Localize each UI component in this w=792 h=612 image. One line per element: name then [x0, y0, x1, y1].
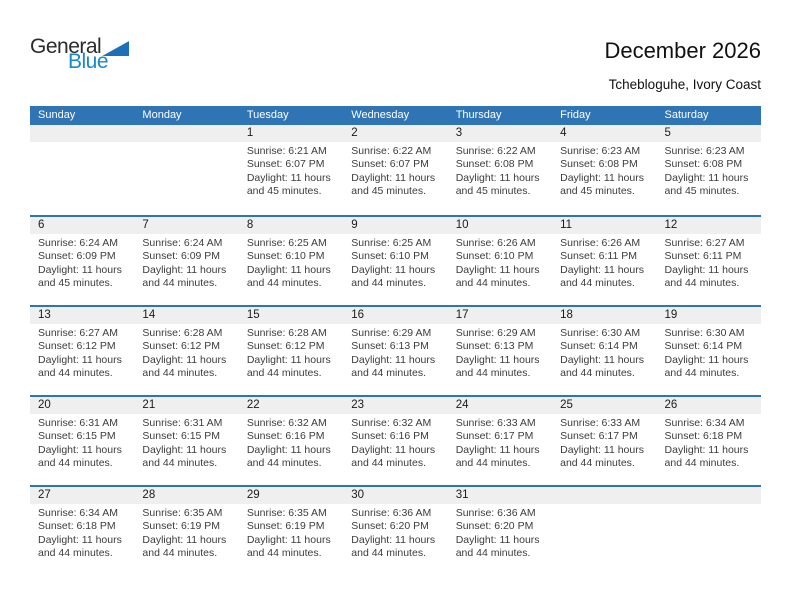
- day-cell: [448, 125, 552, 215]
- detail-line: Sunset: 6:15 PM: [38, 430, 116, 443]
- detail-line: and 44 minutes.: [455, 367, 531, 380]
- detail-line: Daylight: 11 hours: [142, 533, 227, 546]
- day-cell: [343, 487, 447, 575]
- detail-line: Daylight: 11 hours: [351, 263, 436, 276]
- day-cell: [448, 397, 552, 485]
- day-details: [343, 324, 447, 381]
- day-details: [552, 234, 656, 291]
- detail-line: and 44 minutes.: [38, 367, 113, 380]
- day-details: [239, 142, 343, 199]
- detail-line: Daylight: 11 hours: [455, 443, 540, 456]
- detail-line: Daylight: 11 hours: [142, 353, 227, 366]
- day-details: [343, 142, 447, 199]
- detail-line: Sunrise: 6:32 AM: [351, 417, 432, 429]
- detail-line: and 44 minutes.: [142, 277, 218, 290]
- day-number: 13: [30, 307, 134, 324]
- day-cell: [134, 487, 238, 575]
- detail-line: Sunset: 6:20 PM: [455, 520, 534, 533]
- day-cell: [552, 217, 656, 305]
- day-number: 2: [343, 125, 447, 142]
- day-details: [30, 414, 134, 471]
- detail-line: Sunset: 6:14 PM: [664, 340, 743, 353]
- detail-line: Daylight: 11 hours: [38, 533, 122, 546]
- day-number: 9: [343, 217, 447, 234]
- detail-line: Daylight: 11 hours: [38, 443, 122, 456]
- day-cell: [239, 217, 343, 305]
- day-number: 19: [657, 307, 761, 324]
- detail-line: Daylight: 11 hours: [560, 171, 644, 184]
- detail-line: Sunset: 6:08 PM: [560, 158, 638, 171]
- detail-line: and 44 minutes.: [142, 367, 218, 380]
- detail-line: Sunrise: 6:33 AM: [455, 417, 536, 429]
- detail-line: Sunset: 6:12 PM: [246, 340, 325, 353]
- day-cell: [552, 125, 656, 215]
- detail-line: Daylight: 11 hours: [664, 353, 749, 366]
- day-cell: [30, 217, 134, 305]
- detail-line: Sunset: 6:19 PM: [142, 520, 221, 533]
- detail-line: Daylight: 11 hours: [664, 263, 749, 276]
- detail-line: Daylight: 11 hours: [560, 443, 644, 456]
- detail-line: Sunrise: 6:36 AM: [351, 507, 432, 519]
- detail-line: Daylight: 11 hours: [560, 353, 644, 366]
- detail-line: Sunrise: 6:22 AM: [455, 145, 536, 157]
- detail-line: Sunset: 6:07 PM: [351, 158, 429, 171]
- detail-line: and 44 minutes.: [246, 547, 322, 560]
- day-number: 1: [239, 125, 343, 142]
- day-number: 26: [657, 397, 761, 414]
- detail-line: Daylight: 11 hours: [38, 353, 122, 366]
- day-number: 21: [134, 397, 238, 414]
- day-details: [657, 234, 761, 291]
- detail-line: Sunrise: 6:30 AM: [560, 327, 641, 339]
- detail-line: Daylight: 11 hours: [246, 533, 331, 546]
- detail-line: Daylight: 11 hours: [351, 533, 436, 546]
- day-number: 18: [552, 307, 656, 324]
- detail-line: and 44 minutes.: [38, 547, 113, 560]
- detail-line: and 44 minutes.: [664, 367, 740, 380]
- detail-line: and 44 minutes.: [455, 457, 531, 470]
- detail-line: Daylight: 11 hours: [351, 353, 436, 366]
- detail-line: Sunrise: 6:30 AM: [664, 327, 745, 339]
- day-cell: [343, 307, 447, 395]
- day-number: 28: [134, 487, 238, 504]
- detail-line: and 44 minutes.: [664, 457, 740, 470]
- day-number: 4: [552, 125, 656, 142]
- day-details: [448, 324, 552, 381]
- detail-line: Daylight: 11 hours: [142, 263, 227, 276]
- day-details: [30, 234, 134, 291]
- day-number: [30, 125, 134, 142]
- day-number: 14: [134, 307, 238, 324]
- day-details: [343, 504, 447, 561]
- day-cell: [30, 397, 134, 485]
- detail-line: Sunrise: 6:35 AM: [142, 507, 223, 519]
- detail-line: Sunset: 6:18 PM: [664, 430, 743, 443]
- detail-line: Sunrise: 6:34 AM: [664, 417, 745, 429]
- detail-line: Daylight: 11 hours: [455, 353, 540, 366]
- detail-line: and 44 minutes.: [560, 457, 635, 470]
- detail-line: Sunrise: 6:28 AM: [142, 327, 223, 339]
- day-cell: [448, 217, 552, 305]
- detail-line: Sunrise: 6:32 AM: [246, 417, 327, 429]
- dow-header-monday: Monday: [142, 109, 182, 121]
- detail-line: and 45 minutes.: [560, 185, 635, 198]
- day-details: [448, 142, 552, 199]
- day-cell: [343, 125, 447, 215]
- day-number: 7: [134, 217, 238, 234]
- day-number: 23: [343, 397, 447, 414]
- detail-line: and 45 minutes.: [455, 185, 531, 198]
- detail-line: Sunset: 6:17 PM: [455, 430, 534, 443]
- detail-line: Sunset: 6:15 PM: [142, 430, 221, 443]
- detail-line: Sunset: 6:10 PM: [455, 250, 534, 263]
- detail-line: and 44 minutes.: [455, 277, 531, 290]
- dow-header-saturday: Saturday: [664, 109, 709, 121]
- detail-line: Sunrise: 6:31 AM: [142, 417, 223, 429]
- day-number: 20: [30, 397, 134, 414]
- day-number: 27: [30, 487, 134, 504]
- day-cell: [134, 217, 238, 305]
- day-of-week-header: [30, 106, 761, 125]
- day-details: [239, 234, 343, 291]
- dow-header-friday: Friday: [560, 109, 591, 121]
- logo-triangle-icon: [102, 41, 129, 56]
- detail-line: Sunset: 6:09 PM: [142, 250, 221, 263]
- day-details: [239, 324, 343, 381]
- detail-line: Sunset: 6:08 PM: [664, 158, 743, 171]
- day-details: [657, 324, 761, 381]
- detail-line: Sunset: 6:08 PM: [455, 158, 534, 171]
- day-number: 24: [448, 397, 552, 414]
- detail-line: Sunrise: 6:26 AM: [560, 237, 641, 249]
- empty-day-cell: [134, 125, 238, 215]
- dow-header-thursday: Thursday: [455, 109, 502, 121]
- day-cell: [448, 307, 552, 395]
- detail-line: Daylight: 11 hours: [455, 263, 540, 276]
- dow-header-sunday: Sunday: [38, 109, 76, 121]
- day-cell: [30, 307, 134, 395]
- day-cell: [239, 397, 343, 485]
- detail-line: Sunset: 6:10 PM: [351, 250, 429, 263]
- logo-text-blue: Blue: [68, 50, 109, 73]
- day-details: [239, 414, 343, 471]
- detail-line: and 45 minutes.: [664, 185, 740, 198]
- day-number: 3: [448, 125, 552, 142]
- detail-line: and 45 minutes.: [246, 185, 322, 198]
- week-row: [30, 395, 761, 485]
- empty-day-cell: [552, 487, 656, 575]
- detail-line: Sunset: 6:18 PM: [38, 520, 116, 533]
- day-cell: [343, 217, 447, 305]
- calendar-grid: [30, 125, 761, 575]
- general-blue-logo: [30, 37, 129, 73]
- day-details: [30, 504, 134, 561]
- detail-line: Daylight: 11 hours: [455, 533, 540, 546]
- day-details: [134, 504, 238, 561]
- day-cell: [552, 307, 656, 395]
- day-details: [657, 414, 761, 471]
- day-number: 6: [30, 217, 134, 234]
- detail-line: Sunrise: 6:22 AM: [351, 145, 432, 157]
- detail-line: Sunrise: 6:27 AM: [38, 327, 118, 339]
- day-details: [552, 414, 656, 471]
- detail-line: and 45 minutes.: [351, 185, 426, 198]
- detail-line: Sunrise: 6:24 AM: [38, 237, 118, 249]
- detail-line: Sunset: 6:13 PM: [455, 340, 534, 353]
- day-number: 5: [657, 125, 761, 142]
- day-cell: [657, 307, 761, 395]
- day-number: [657, 487, 761, 504]
- day-number: 16: [343, 307, 447, 324]
- day-number: 8: [239, 217, 343, 234]
- detail-line: and 44 minutes.: [246, 367, 322, 380]
- location-subtitle: Tchebloguhe, Ivory Coast: [608, 77, 761, 92]
- detail-line: and 44 minutes.: [455, 547, 531, 560]
- detail-line: Sunset: 6:17 PM: [560, 430, 638, 443]
- day-number: [134, 125, 238, 142]
- month-title: December 2026: [604, 38, 761, 63]
- day-details: [448, 234, 552, 291]
- calendar: [30, 106, 761, 575]
- day-number: 22: [239, 397, 343, 414]
- day-cell: [448, 487, 552, 575]
- day-details: [448, 504, 552, 561]
- detail-line: Sunrise: 6:23 AM: [560, 145, 641, 157]
- day-cell: [657, 397, 761, 485]
- detail-line: Sunrise: 6:27 AM: [664, 237, 745, 249]
- day-number: 15: [239, 307, 343, 324]
- day-number: 29: [239, 487, 343, 504]
- dow-header-tuesday: Tuesday: [246, 109, 289, 121]
- detail-line: and 44 minutes.: [560, 277, 635, 290]
- detail-line: Daylight: 11 hours: [246, 443, 331, 456]
- detail-line: Daylight: 11 hours: [351, 171, 436, 184]
- title-block: [604, 38, 761, 92]
- day-details: [134, 234, 238, 291]
- day-details: [239, 504, 343, 561]
- detail-line: Daylight: 11 hours: [142, 443, 227, 456]
- detail-line: Daylight: 11 hours: [38, 263, 122, 276]
- detail-line: Sunrise: 6:25 AM: [246, 237, 327, 249]
- detail-line: Sunset: 6:20 PM: [351, 520, 429, 533]
- day-cell: [30, 487, 134, 575]
- day-details: [134, 414, 238, 471]
- week-row: [30, 125, 761, 215]
- detail-line: Sunrise: 6:24 AM: [142, 237, 223, 249]
- detail-line: Sunset: 6:11 PM: [664, 250, 742, 263]
- detail-line: Daylight: 11 hours: [246, 171, 331, 184]
- day-cell: [239, 487, 343, 575]
- detail-line: Sunset: 6:09 PM: [38, 250, 116, 263]
- detail-line: Sunrise: 6:31 AM: [38, 417, 118, 429]
- day-cell: [657, 217, 761, 305]
- day-cell: [239, 125, 343, 215]
- detail-line: Sunset: 6:10 PM: [246, 250, 325, 263]
- detail-line: Daylight: 11 hours: [246, 263, 331, 276]
- detail-line: and 44 minutes.: [560, 367, 635, 380]
- detail-line: and 44 minutes.: [351, 547, 426, 560]
- week-row: [30, 215, 761, 305]
- day-number: 12: [657, 217, 761, 234]
- logo-text-general: General: [30, 35, 102, 58]
- detail-line: Sunset: 6:16 PM: [351, 430, 429, 443]
- detail-line: Daylight: 11 hours: [560, 263, 644, 276]
- day-details: [343, 414, 447, 471]
- day-cell: [134, 307, 238, 395]
- week-row: [30, 485, 761, 575]
- day-details: [448, 414, 552, 471]
- detail-line: and 44 minutes.: [246, 277, 322, 290]
- detail-line: Sunrise: 6:26 AM: [455, 237, 536, 249]
- detail-line: Sunrise: 6:28 AM: [246, 327, 327, 339]
- detail-line: Sunrise: 6:35 AM: [246, 507, 327, 519]
- detail-line: Sunrise: 6:36 AM: [455, 507, 536, 519]
- day-details: [552, 142, 656, 199]
- detail-line: Sunrise: 6:25 AM: [351, 237, 432, 249]
- detail-line: Daylight: 11 hours: [664, 171, 749, 184]
- day-cell: [552, 397, 656, 485]
- detail-line: Sunrise: 6:29 AM: [351, 327, 432, 339]
- detail-line: and 44 minutes.: [664, 277, 740, 290]
- day-number: [552, 487, 656, 504]
- detail-line: Sunset: 6:07 PM: [246, 158, 325, 171]
- detail-line: Daylight: 11 hours: [351, 443, 436, 456]
- day-number: 10: [448, 217, 552, 234]
- day-cell: [343, 397, 447, 485]
- detail-line: Sunset: 6:16 PM: [246, 430, 325, 443]
- day-number: 31: [448, 487, 552, 504]
- detail-line: and 44 minutes.: [351, 277, 426, 290]
- day-details: [134, 324, 238, 381]
- detail-line: Sunset: 6:11 PM: [560, 250, 637, 263]
- detail-line: Sunrise: 6:33 AM: [560, 417, 641, 429]
- detail-line: Sunset: 6:12 PM: [142, 340, 221, 353]
- detail-line: and 44 minutes.: [351, 457, 426, 470]
- empty-day-cell: [657, 487, 761, 575]
- dow-header-wednesday: Wednesday: [351, 109, 410, 121]
- day-cell: [657, 125, 761, 215]
- day-number: 11: [552, 217, 656, 234]
- day-details: [657, 142, 761, 199]
- detail-line: and 44 minutes.: [142, 457, 218, 470]
- day-details: [552, 324, 656, 381]
- detail-line: Sunrise: 6:23 AM: [664, 145, 745, 157]
- day-details: [30, 324, 134, 381]
- detail-line: and 44 minutes.: [351, 367, 426, 380]
- week-row: [30, 305, 761, 395]
- detail-line: and 44 minutes.: [246, 457, 322, 470]
- detail-line: Sunrise: 6:34 AM: [38, 507, 118, 519]
- day-cell: [239, 307, 343, 395]
- detail-line: and 44 minutes.: [38, 457, 113, 470]
- detail-line: Sunset: 6:19 PM: [246, 520, 325, 533]
- detail-line: Sunset: 6:14 PM: [560, 340, 638, 353]
- detail-line: and 45 minutes.: [38, 277, 113, 290]
- day-cell: [134, 397, 238, 485]
- detail-line: Sunrise: 6:29 AM: [455, 327, 536, 339]
- detail-line: Daylight: 11 hours: [664, 443, 749, 456]
- detail-line: and 44 minutes.: [142, 547, 218, 560]
- detail-line: Daylight: 11 hours: [455, 171, 540, 184]
- day-details: [343, 234, 447, 291]
- detail-line: Sunrise: 6:21 AM: [246, 145, 327, 157]
- day-number: 17: [448, 307, 552, 324]
- detail-line: Daylight: 11 hours: [246, 353, 331, 366]
- detail-line: Sunset: 6:13 PM: [351, 340, 429, 353]
- day-number: 25: [552, 397, 656, 414]
- empty-day-cell: [30, 125, 134, 215]
- day-number: 30: [343, 487, 447, 504]
- detail-line: Sunset: 6:12 PM: [38, 340, 116, 353]
